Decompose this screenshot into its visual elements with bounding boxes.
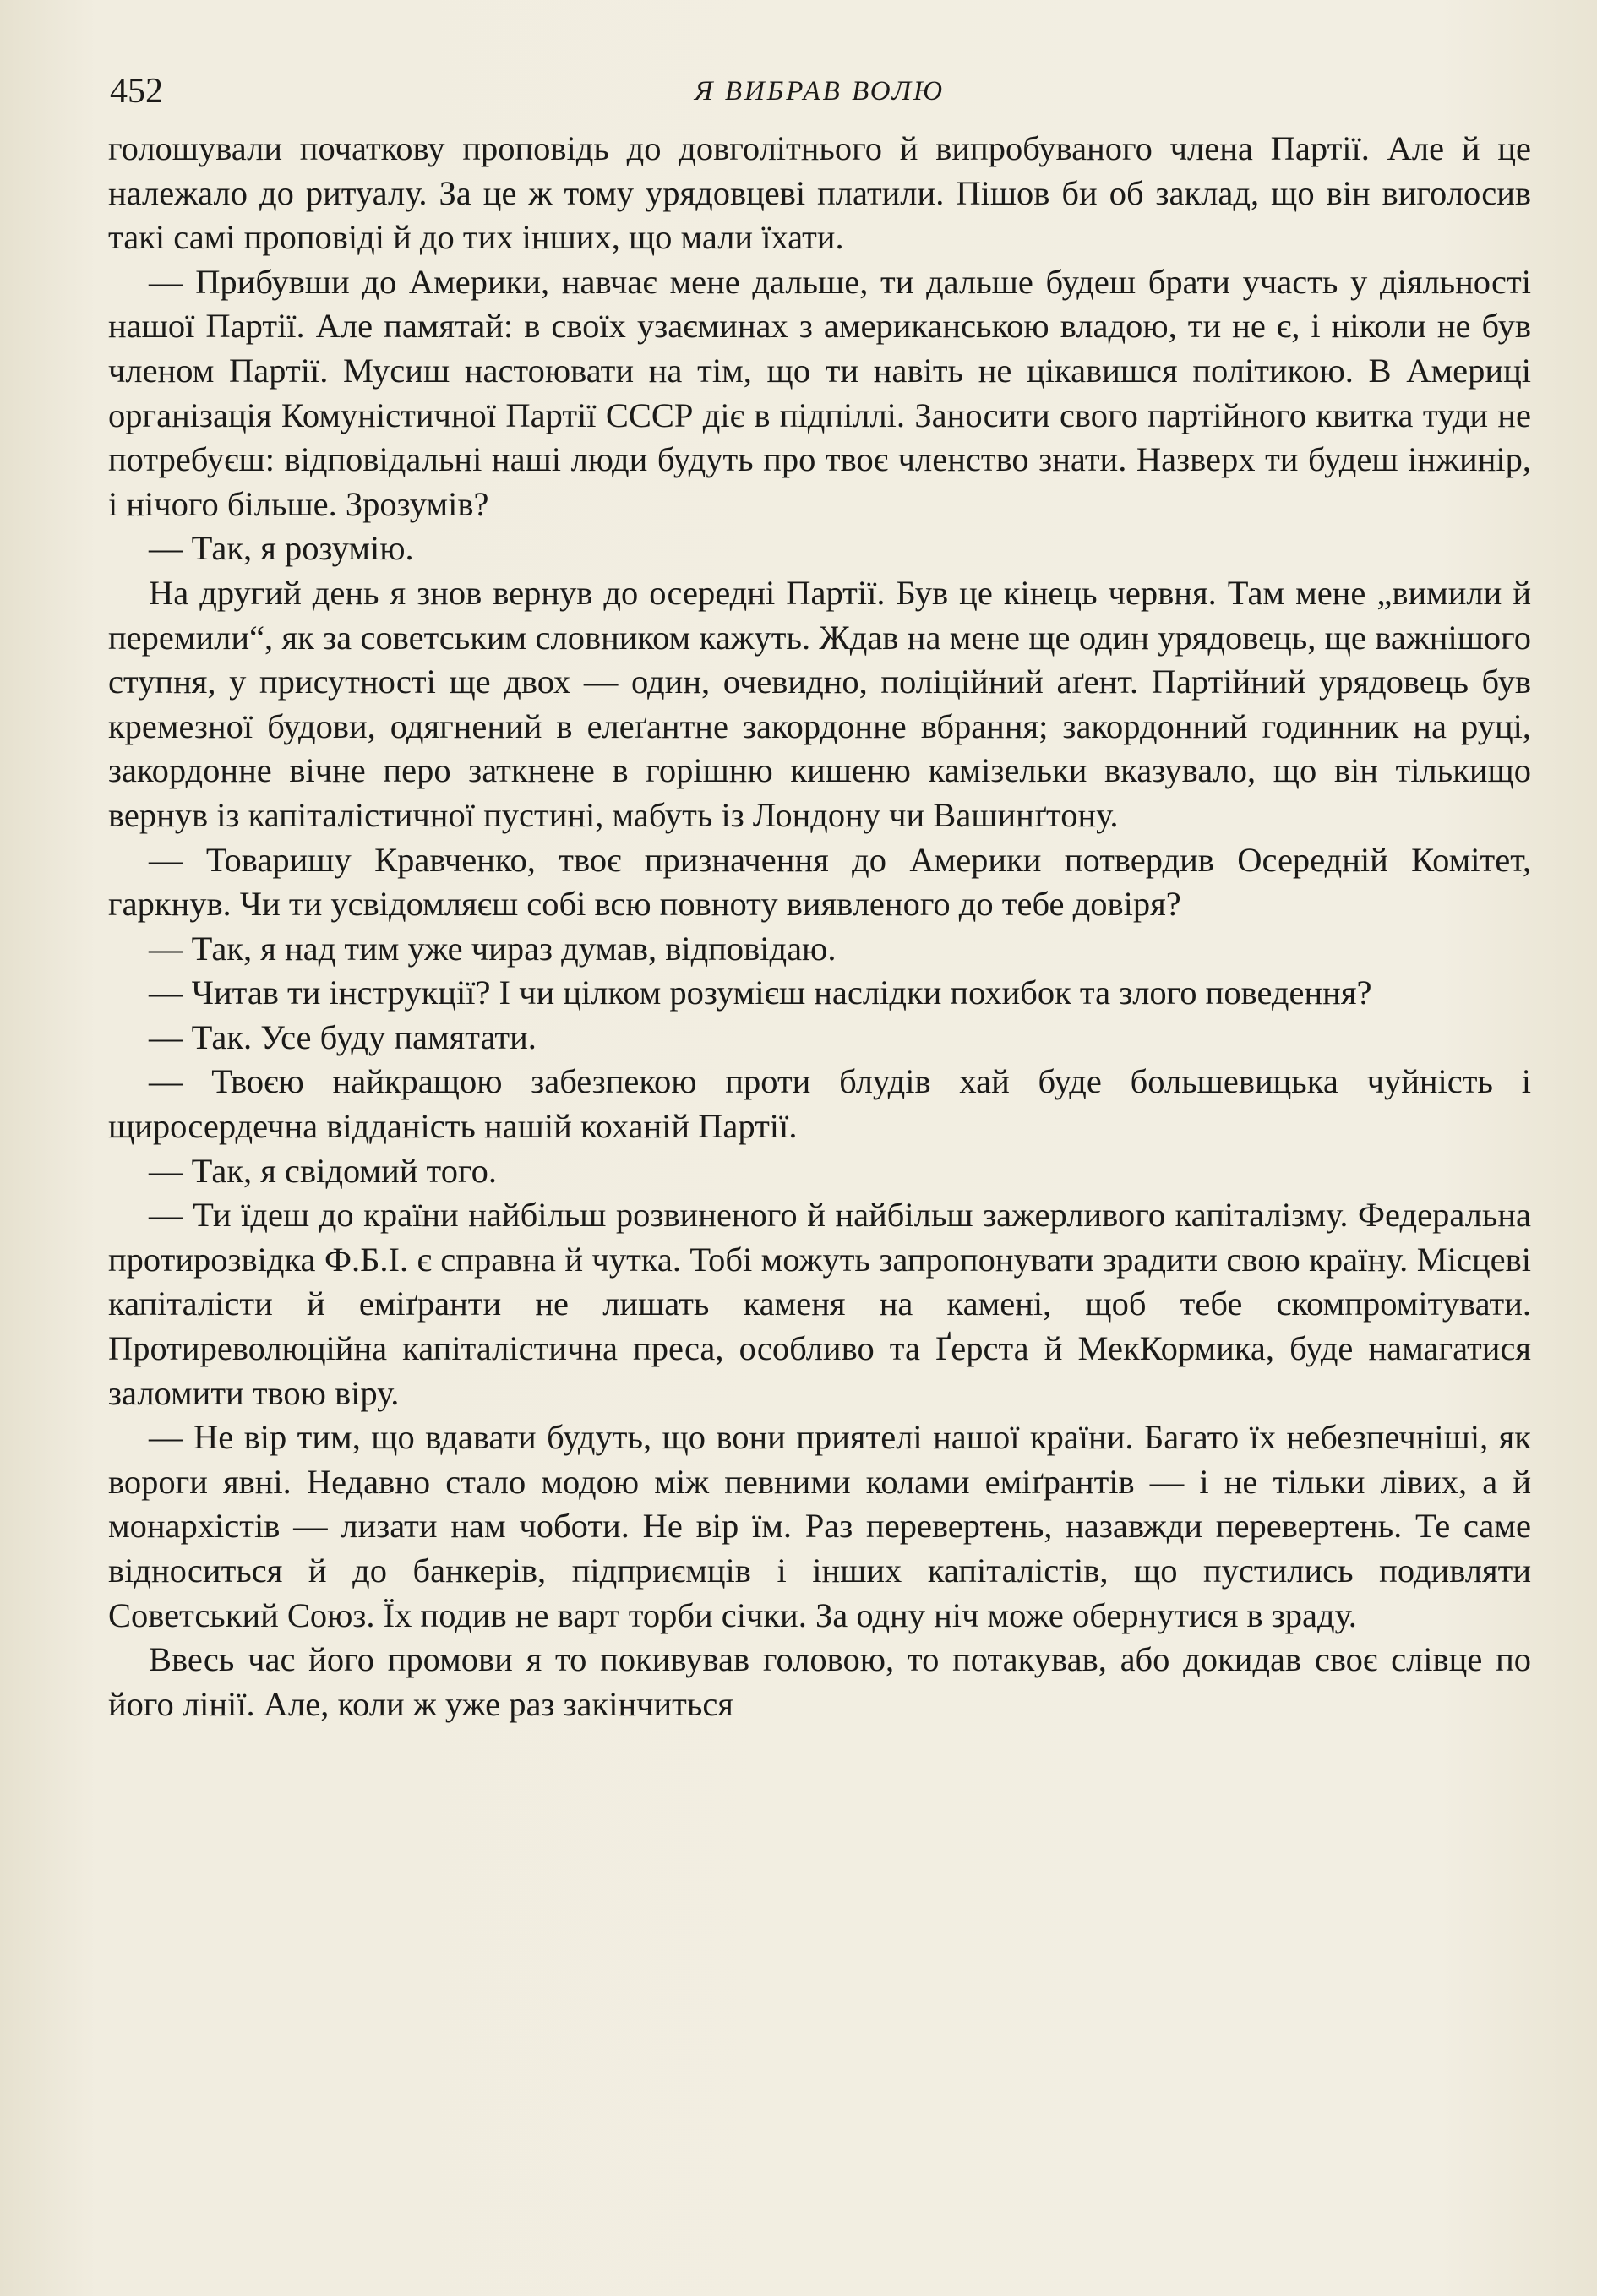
page-number: 452 bbox=[110, 72, 163, 111]
page-header bbox=[110, 66, 1529, 117]
body-text bbox=[108, 127, 1531, 1726]
paragraph-dialogue: — Ти їдеш до країни найбільш розвиненого й найбільш зажерливого капіталізму. Федеральна протирозвідка Ф.Б.І. є справна й чутка. Тобі можуть запропонувати зрадити свою країну. Місцеві капіталісти й еміґранти не лишать каменя на камені, щоб тебе скомпромітувати. Протиреволюційна капіталістична преса, особливо та Ґерста й МекКормика, буде намагатися заломити твою віру. bbox=[108, 1196, 1531, 1412]
paragraph-dialogue: — Твоєю найкращою забезпекою проти блудів хай буде большевицька чуйність і щиросердечна відданість нашій коханій Партії. bbox=[108, 1062, 1531, 1146]
paragraph-dialogue: — Не вір тим, що вдавати будуть, що вони приятелі нашої країни. Багато їх небезпечніші, як вороги явні. Недавно стало модою між певними колами еміґрантів — і не тільки лівих, а й монархістів — лизати нам чоботи. Не вір їм. Раз перевертень, назавжди перевертень. Те саме відноситься й до банкерів, підприємців і інших капіталістів, що пустились подивляти Советський Союз. Їх подив не варт торби січки. За одну ніч може обернутися в зраду. bbox=[108, 1418, 1531, 1634]
paragraph-dialogue: — Читав ти інструкції? І чи цілком розумієш наслідки похибок та злого поведення? bbox=[149, 973, 1372, 1012]
paragraph: Ввесь час його промови я то покивував головою, то потакував, або докидав своє слівце по його лінії. Але, коли ж уже раз закінчиться bbox=[108, 1640, 1531, 1723]
paragraph-continued: голошували початкову проповідь до довголітнього й випробуваного члена Партії. Але й це належало до ритуалу. За це ж тому урядовцеві платили. Пішов би об заклад, що він виголосив такі самі проповіді й до тих інших, що мали їхати. bbox=[108, 129, 1531, 257]
paragraph-dialogue: — Так. Усе буду памятати. bbox=[149, 1017, 537, 1056]
paragraph-dialogue: — Товаришу Кравченко, твоє призначення до Америки потвердив Осередній Комітет, гаркнув. Чи ти усвідомляєш собі всю повноту виявленого до тебе довіря? bbox=[108, 840, 1531, 924]
running-title: Я ВИБРАВ ВОЛЮ bbox=[694, 76, 946, 106]
paragraph-dialogue: — Прибувши до Америки, навчає мене дальше, ти дальше будеш брати участь у діяльності нашої Партії. Але памятай: в своїх узаєминах з американською владою, ти не є, і ніколи не був членом Партії. Мусиш настоювати на тім, що ти навіть не цікавишся політикою. В Америці організація Комуністичної Партії СССР діє в підпіллі. Заносити свого партійного квитка туди не потребуєш: відповідальні наші люди будуть про твоє членство знати. Назверх ти будеш інжинір, і нічого більше. Зрозумів? bbox=[108, 262, 1531, 523]
paragraph-dialogue: — Так, я свідомий того. bbox=[149, 1151, 497, 1190]
paragraph-dialogue: — Так, я над тим уже чираз думав, відповідаю. bbox=[149, 929, 837, 968]
paragraph-dialogue: — Так, я розумію. bbox=[149, 529, 414, 568]
paragraph: На другий день я знов вернув до осередні Партії. Був це кінець червня. Там мене „вимили й перемили“, як за советським словником кажуть. Ждав на мене ще один урядовець, ще важнішого ступня, у присутності ще двох — один, очевидно, поліційний аґент. Партійний урядовець був кремезної будови, одягнений в елеґантне закордонне вбрання; закордонний годинник на руці, закордонне вічне перо заткнене в горішню кишеню камізельки вказувало, що він тількищо вернув із капіталістичної пустині, мабуть із Лондону чи Вашинґтону. bbox=[108, 573, 1531, 834]
